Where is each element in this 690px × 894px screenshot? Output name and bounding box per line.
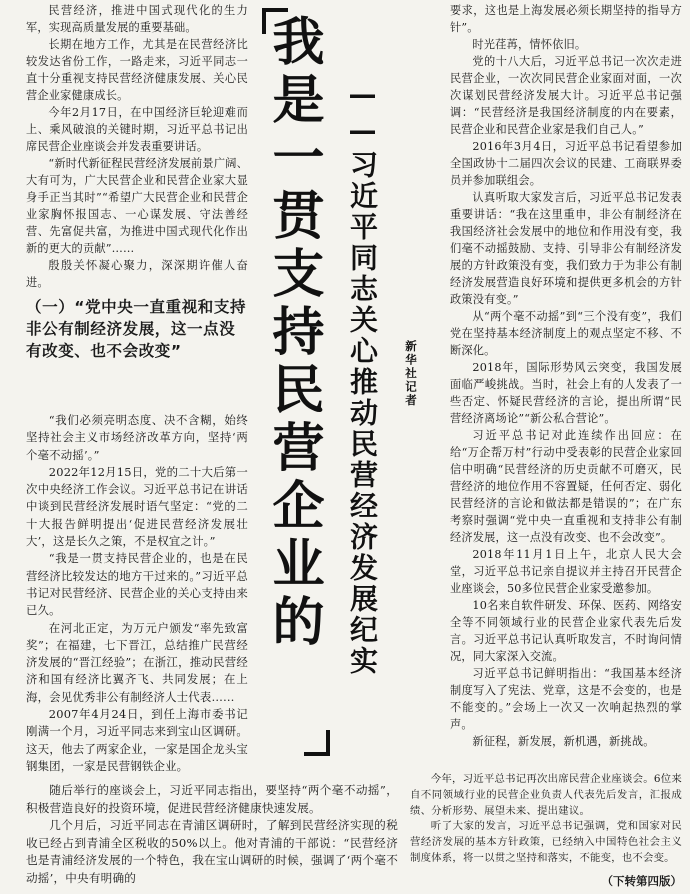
article-column-bottom-left (26, 782, 398, 888)
paragraph: 2022年12月15日，党的二十大后第一次中央经济工作会议。习近平总书记在讲话中谈到民营经济发展时语气坚定：“党的二十大报告鲜明提出‘促进民营经济发展壮大’，这是长久之策，不是权宜之计。” (26, 464, 248, 549)
section-heading: （一）“党中央一直重视和支持非公有制经济发展，这一点没有改变、也不会改变” (26, 298, 247, 360)
paragraph: 时光荏苒，情怀依旧。 (472, 38, 587, 51)
paragraph: 10名来自软件研发、环保、医药、网络安全等不同领域行业的民营企业家代表先后发言。习近平总书记认真听取发言，不时询问情况，同大家深入交流。 (450, 599, 682, 663)
main-headline: 我是一贯支持民营企业的 (263, 14, 323, 652)
paragraph: 要求，这也是上海发展必须长期坚持的指导方针”。 (450, 4, 682, 34)
article-column-right (450, 2, 682, 750)
paragraph: 几个月后，习近平同志在青浦区调研时，了解到民营经济实现的税收已经占到青浦全区税收的50%以上。他对青浦的干部说：“民营经济也是青浦经济发展的一个特色，我在宝山调研的时候，强调了‘两个毫不动摇’，中央有明确的 (26, 818, 398, 885)
paragraph: “新时代新征程民营经济发展前景广阔、大有可为，广大民营企业和民营企业家大显身手正当其时”“希望广大民营企业和民营企业家胸怀报国志、一心谋发展、守法善经营、先富促共富，为推进中国式现代化作出新的更大的贡献”…… (26, 157, 248, 255)
paragraph: 从“两个毫不动摇”到“三个没有变”，我们党在坚持基本经济制度上的观点坚定不移、不断深化。 (450, 310, 682, 357)
paragraph: 党的十八大后，习近平总书记一次次走进民营企业，一次次同民营企业家面对面，一次次谋划民营经济发展大计。习近平总书记强调：“民营经济是我国经济制度的内在要素，民营企业和民营企业家是我们自己人。” (450, 55, 682, 136)
paragraph: 2018年，国际形势风云突变，我国发展面临严峻挑战。当时，社会上有的人发表了一些否定、怀疑民营经济的言论，提出所谓“民营经济离场论”“新公私合营论”。 (450, 361, 682, 425)
byline: 新华社记者 (404, 340, 418, 408)
title-bracket-close (304, 730, 330, 756)
paragraph: 习近平总书记鲜明指出：“我国基本经济制度写入了宪法、党章，这是不会变的，也是不能变的。”会场上一次又一次响起热烈的掌声。 (450, 667, 682, 731)
article-column-right-bottom (410, 772, 682, 867)
paragraph: “我是一贯支持民营企业的，也是在民营经济比较发达的地方干过来的。”习近平总书记对民营经济、民营企业的关心支持由来已久。 (26, 551, 248, 618)
paragraph: 殷殷关怀凝心聚力，深深期许催人奋进。 (26, 259, 248, 289)
paragraph: 2007年4月24日，到任上海市委书记刚满一个月，习近平同志来到宝山区调研。这天，他去了两家企业，一家是国企龙头宝钢集团，一家是民营钢铁企业。 (26, 707, 248, 773)
article-column-left-bottom (26, 412, 248, 775)
paragraph: “我们必须亮明态度、决不含糊，始终坚持社会主义市场经济改革方向，坚持‘两个毫不动摇’。” (26, 413, 248, 462)
continuation-note: （下转第四版） (601, 874, 682, 888)
paragraph: 长期在地方工作，尤其是在民营经济比较发达省份工作，一路走来，习近平同志一直十分重视支持民营经济健康发展、关心民营企业家健康成长。 (26, 38, 248, 102)
paragraph: 民营经济，推进中国式现代化的生力军，实现高质量发展的重要基础。 (26, 4, 248, 34)
paragraph: 2018年11月1日上午，北京人民大会堂，习近平总书记亲自提议并主持召开民营企业座谈会，50多位民营企业家受邀参加。 (450, 548, 682, 595)
paragraph: 今年2月17日，在中国经济巨轮迎难而上、乘风破浪的关键时期，习近平总书记出席民营企业座谈会并发表重要讲话。 (26, 106, 248, 153)
paragraph: 新征程，新发展，新机遇，新挑战。 (472, 735, 655, 748)
paragraph: 认真听取大家发言后，习近平总书记发表重要讲话：“我在这里重申，非公有制经济在我国经济社会发展中的地位和作用没有变，我们毫不动摇鼓励、支持、引导非公有制经济发展的方针政策没有变，我们致力于为非公有制经济发展营造良好环境和提供更多机会的方针政策没有变。” (450, 191, 682, 306)
paragraph: 今年，习近平总书记再次出席民营企业座谈会。6位来自不同领域行业的民营企业负责人代表先后发言，汇报成绩、分析形势、展望未来、提出建议。 (410, 773, 682, 817)
paragraph: 随后举行的座谈会上，习近平同志指出，要坚持“两个毫不动摇”，积极营造良好的投资环境，促进民营经济健康快速发展。 (26, 783, 398, 815)
paragraph: 听了大家的发言，习近平总书记强调，党和国家对民营经济发展的基本方针政策，已经纳入中国特色社会主义制度体系，将一以贯之坚持和落实，不能变，也不会变。 (410, 820, 682, 864)
paragraph: 2016年3月4日，习近平总书记看望参加全国政协十二届四次会议的民建、工商联界委员并参加联组会。 (450, 140, 682, 187)
paragraph: 在河北正定，为万元户颁发“率先致富奖”；在福建，七下晋江，总结推广民营经济发展的“晋江经验”；在浙江，推动民营经济和国有经济比翼齐飞、共同发展；在上海，会见优秀非公有制经济人士代表…… (26, 620, 248, 704)
sub-headline: ——习近平同志关心推动民营经济发展纪实 (346, 78, 379, 677)
paragraph: 习近平总书记对此连续作出回应：在给“万企帮万村”行动中受表彰的民营企业家回信中明确“民营经济的历史贡献不可磨灭，民营经济的地位作用不容置疑，任何否定、弱化民营经济的言论和做法都是错误的”；在广东考察时强调“党中央一直重视和支持非公有制经济发展，这一点没有改变、也不会改变”。 (450, 429, 682, 544)
article-column-left-top (26, 2, 248, 291)
